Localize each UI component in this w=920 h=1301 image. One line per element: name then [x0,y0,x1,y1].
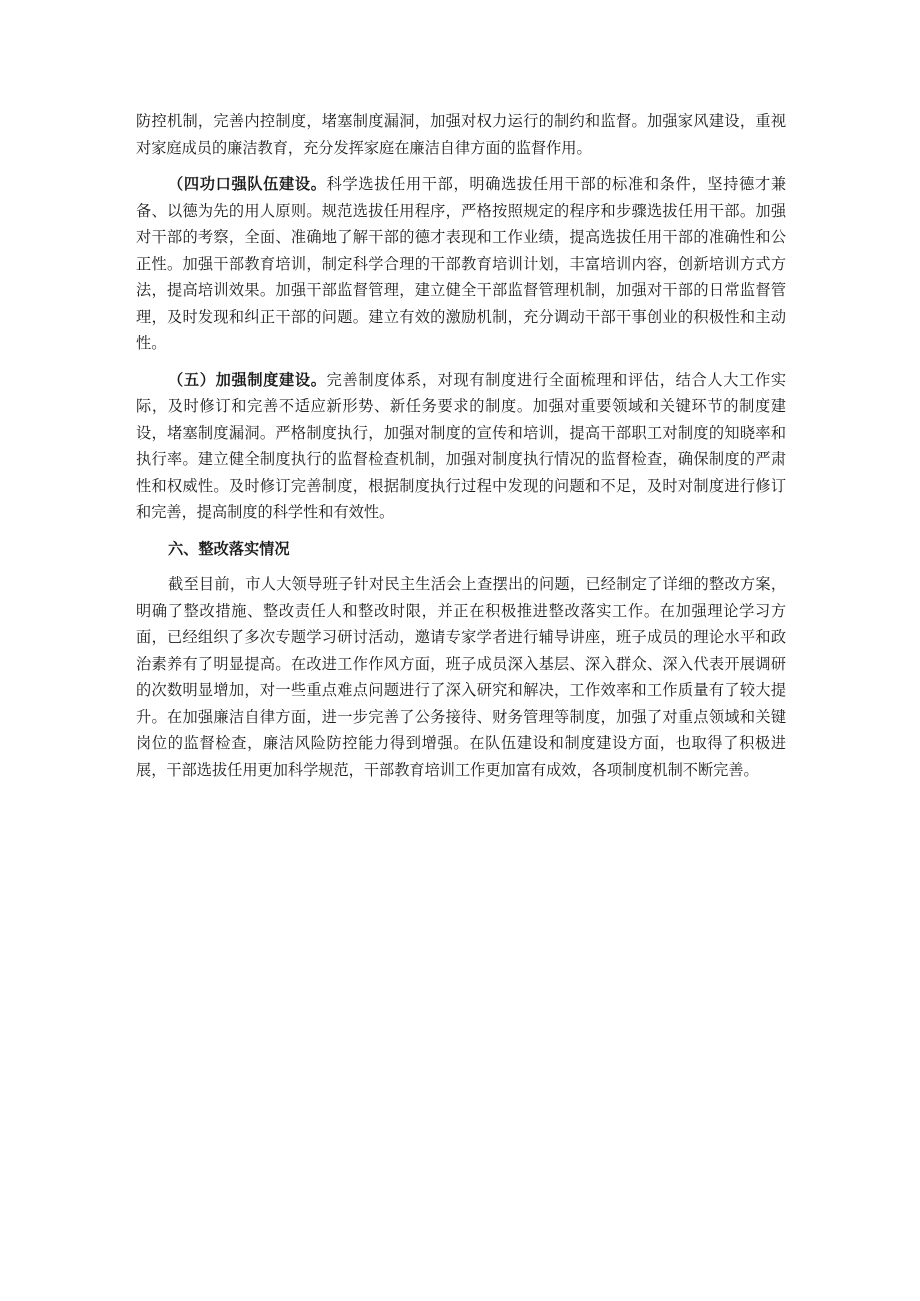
item5-paragraph [136,367,786,526]
section6-heading: 六、整改落实情况 [168,539,290,558]
item4-body: 科学选拔任用干部，明确选拔任用干部的标准和条件，坚持德才兼备、以德为先的用人原则。规范选拔任用程序，严格按照规定的程序和步骤选拔任用干部。加强对干部的考察，全面、准确地了解干部的德才表现和工作业绩，提高选拔任用干部的准确性和公正性。加强干部教育培训，制定科学合理的干部教育培训计划，丰富培训内容，创新培训方式方法，提高培训效果。加强干部监督管理，建立健全干部监督管理机制，加强对干部的日常监督管理，及时发现和纠正干部的问题。建立有效的激励机制，充分调动干部干事创业的积极性和主动性。 [136,175,787,352]
intro-paragraph: 防控机制，完善内控制度，堵塞制度漏洞，加强对权力运行的制约和监督。加强家风建设，重视对家庭成员的廉洁教育，充分发挥家庭在廉洁自律方面的监督作用。 [136,112,786,157]
item5-lead: （五）加强制度建设。 [168,370,327,389]
item4-lead: （四功口强队伍建设。 [168,175,327,193]
section6-paragraph: 截至目前，市人大领导班子针对民主生活会上查摆出的问题，已经制定了详细的整改方案，明确了整改措施、整改责任人和整改时限，并正在积极推进整改落实工作。在加强理论学习方面，已经组织了多次专题学习研讨活动，邀请专家学者进行辅导讲座，班子成员的理论水平和政治素养有了明显提高。在改进工作作风方面，班子成员深入基层、深入群众、深入代表开展调研的次数明显增加，对一些重点难点问题进行了深入研究和解决，工作效率和工作质量有了较大提升。在加强廉洁自律方面，进一步完善了公务接待、财务管理等制度，加强了对重点领域和关键岗位的监督检查，廉洁风险防控能力得到增强。在队伍建设和制度建设方面，也取得了积极进展，干部选拔任用更加科学规范，干部教育培训工作更加富有成效，各项制度机制不断完善。 [136,575,786,779]
document-page [136,108,786,793]
item5-body: 完善制度体系，对现有制度进行全面梳理和评估，结合人大工作实际，及时修订和完善不适应新形势、新任务要求的制度。加强对重要领域和关键环节的制度建设，堵塞制度漏洞。严格制度执行，加强对制度的宣传和培训，提高干部职工对制度的知晓率和执行率。建立健全制度执行的监督检查机制，加强对制度执行情况的监督检查，确保制度的严肃性和权威性。及时修订完善制度，根据制度执行过程中发现的问题和不足，及时对制度进行修订和完善，提高制度的科学性和有效性。 [136,370,787,521]
item4-paragraph [136,171,786,357]
